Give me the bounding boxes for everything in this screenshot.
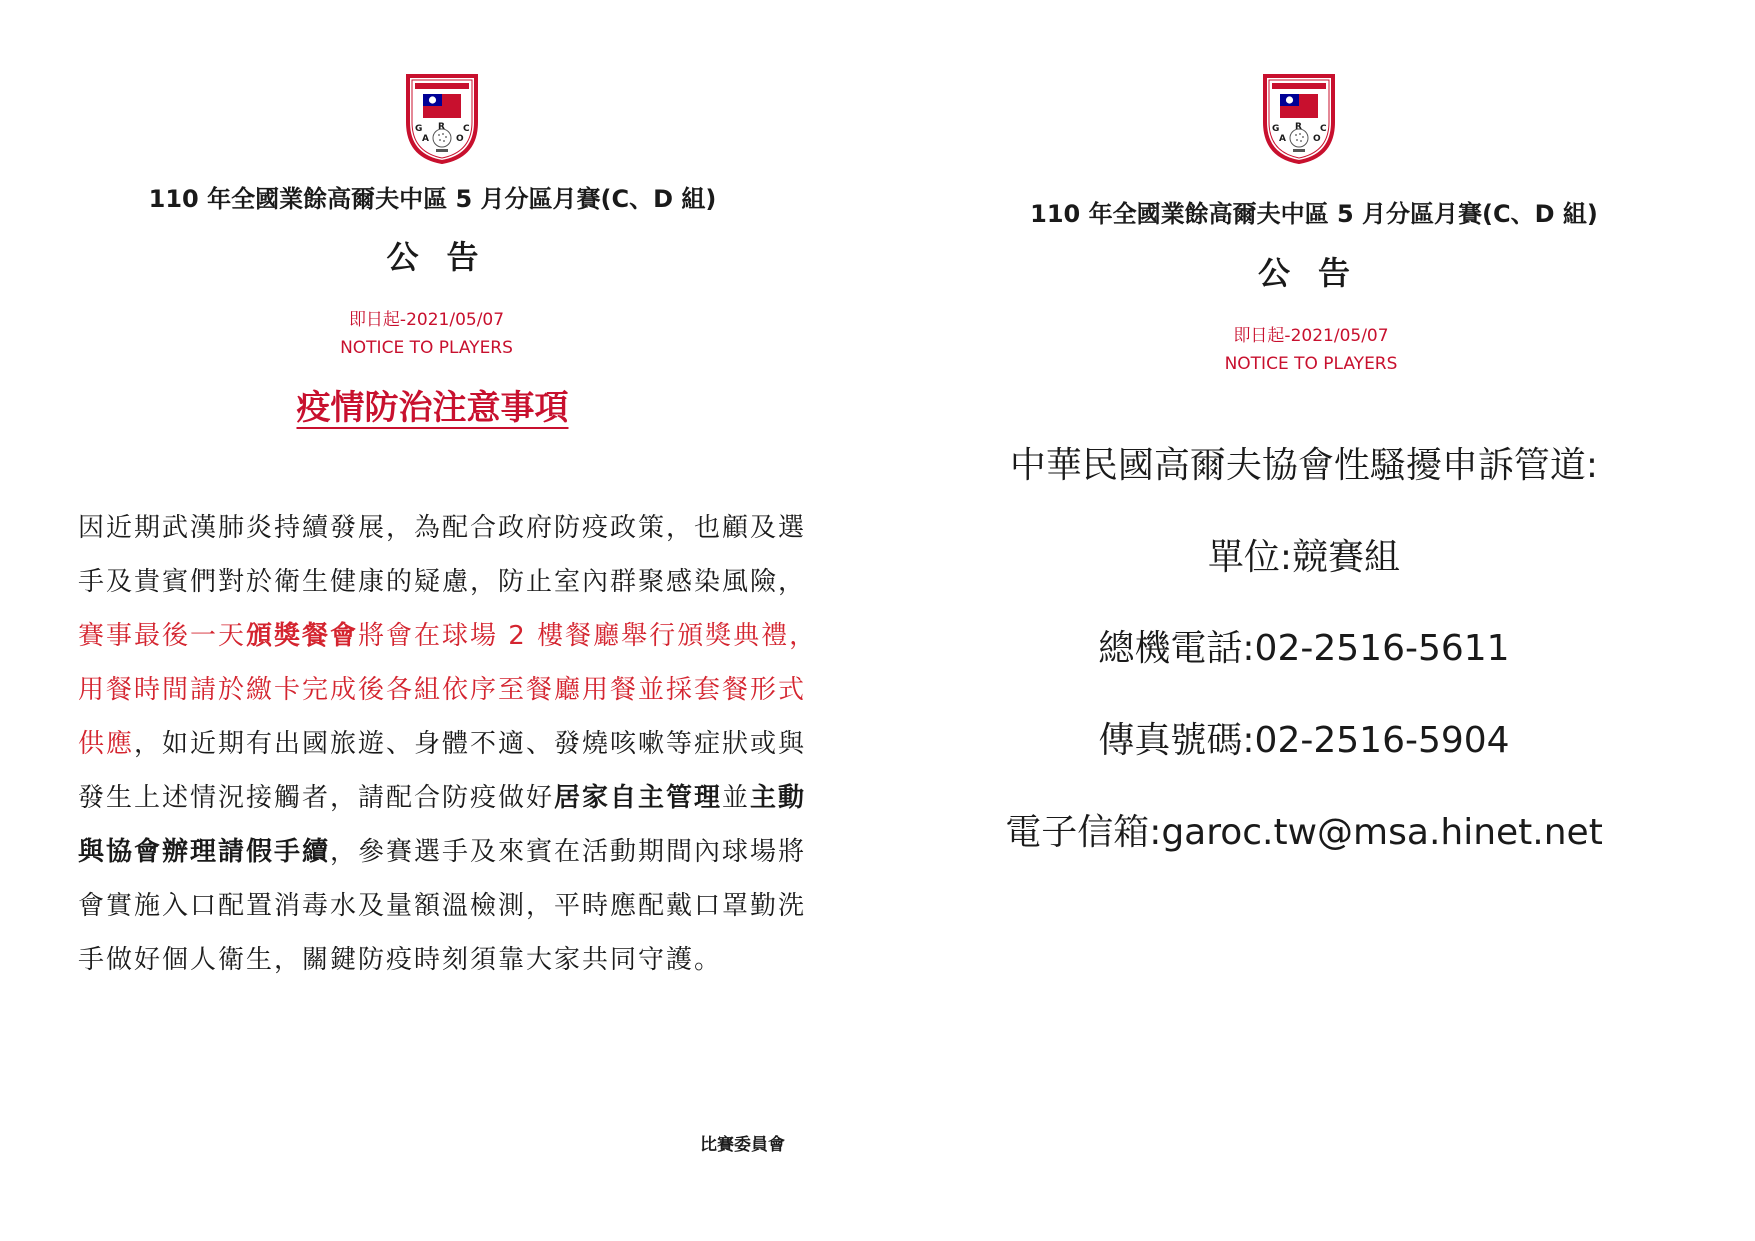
body-text-1: 因近期武漢肺炎持續發展，為配合政府防疫政策，也顧及選手及貴賓們對於衛生健康的疑慮，防止室內群聚感染風險， [78,513,807,597]
contact-phone: 總機電話:02-2516-5611 [1098,628,1510,669]
left-notice-panel [0,0,877,1241]
body-text-4: ，參賽選手及來賓在活動期間內球場將會實施入口配置消毒水及量額溫檢測，平時應配戴口罩勤洗手做好個人衛生，關鍵防疫時刻須靠大家共同守護。 [78,837,807,975]
notice-to-players: NOTICE TO PLAYERS [1224,354,1398,374]
body-red-2: 將會在球場 2 樓餐廳舉行頒獎典禮，用餐時間請於繳卡完成後各組依序至餐廳用餐並採套餐形式供應 [78,621,818,759]
right-notice-panel [877,0,1755,1241]
garoc-emblem-icon [1260,72,1338,164]
notice-body [78,501,820,987]
garoc-logo [1260,72,1338,164]
logo-initial-r: R [438,122,445,132]
body-text-3: 並 [722,783,751,813]
logo-initial-a: A [1279,134,1286,144]
body-text-2: ，如近期有出國旅遊、身體不適、發燒咳嗽等症狀或與發生上述情況接觸者，請配合防疫做好 [78,729,807,813]
event-title: 110 年全國業餘高爾夫中區 5 月分區月賽(C、D 組) [1030,200,1598,228]
body-bold-1: 居家自主管理 [554,783,723,813]
contact-email: 電子信箱:garoc.tw@msa.hinet.net [1005,812,1603,853]
notice-title: 公告 [1257,254,1378,292]
logo-initial-g: G [1272,124,1280,134]
date-line: 即日起-2021/05/07 [348,310,505,330]
garoc-emblem-icon [403,72,481,164]
body-red-1: 賽事最後一天 [78,621,247,651]
logo-initial-c: C [463,124,470,134]
logo-initial-g: G [415,124,423,134]
logo-initial-o: O [1313,134,1321,144]
garoc-logo [403,72,481,164]
event-title: 110 年全國業餘高爾夫中區 5 月分區月賽(C、D 組) [148,185,717,213]
body-bold-2: 主動與協會辦理請假手續 [78,783,807,867]
logo-initial-c: C [1320,124,1327,134]
logo-initial-o: O [456,134,464,144]
notice-title: 公告 [386,238,507,276]
contact-heading: 中華民國高爾夫協會性騷擾申訴管道: [1009,445,1599,486]
notice-to-players: NOTICE TO PLAYERS [340,338,513,358]
committee-signature: 比賽委員會 [700,1135,785,1155]
contact-unit: 單位:競賽組 [1207,537,1401,578]
topic-title: 疫情防治注意事項 [296,388,569,428]
date-line: 即日起-2021/05/07 [1233,326,1389,346]
logo-initial-r: R [1295,122,1302,132]
contact-fax: 傳真號碼:02-2516-5904 [1098,720,1510,761]
logo-initial-a: A [422,134,429,144]
body-red-bold-1: 頒獎餐會 [246,621,359,651]
